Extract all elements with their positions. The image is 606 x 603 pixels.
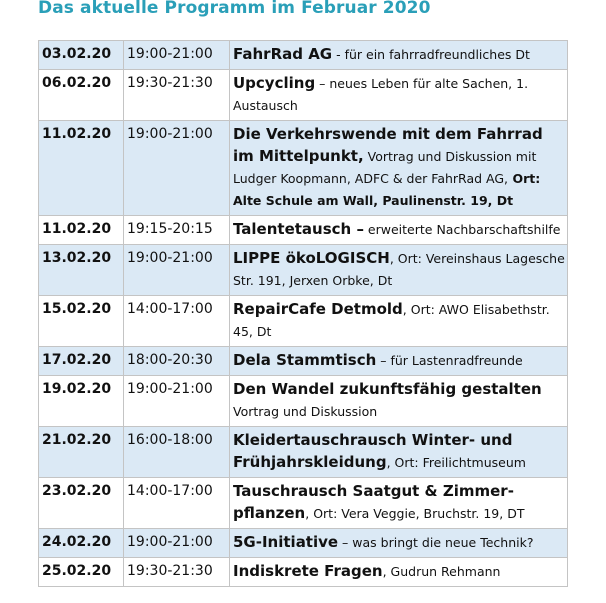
event-time: 19:00-21:00 <box>124 41 230 70</box>
event-date: 25.02.20 <box>39 558 124 587</box>
event-date: 03.02.20 <box>39 41 124 70</box>
program-row <box>39 121 568 216</box>
event-description <box>230 529 568 558</box>
event-time: 19:00-21:00 <box>124 376 230 427</box>
program-table <box>38 40 568 587</box>
program-title: Das aktuelle Programm im Februar 2020 <box>38 0 431 18</box>
event-description <box>230 245 568 296</box>
event-details: , Ort: Freilichtmuseum <box>386 455 526 470</box>
event-date: 24.02.20 <box>39 529 124 558</box>
event-description <box>230 70 568 121</box>
event-name: RepairCafe Detmold <box>233 300 403 318</box>
program-row <box>39 376 568 427</box>
event-name: Dela Stammtisch <box>233 351 377 369</box>
event-details: - für ein fahrradfreundliches Dt <box>332 47 530 62</box>
program-rows <box>39 41 568 587</box>
event-date: 17.02.20 <box>39 347 124 376</box>
event-details: , Gudrun Rehmann <box>382 564 501 579</box>
program-row <box>39 41 568 70</box>
event-time: 19:00-21:00 <box>124 121 230 216</box>
event-time: 16:00-18:00 <box>124 427 230 478</box>
event-time: 18:00-20:30 <box>124 347 230 376</box>
program-row <box>39 478 568 529</box>
event-description <box>230 216 568 245</box>
event-description <box>230 376 568 427</box>
event-time: 19:15-20:15 <box>124 216 230 245</box>
event-location: Ort: Alte Schule am Wall, Paulinenstr. 19, Dt <box>233 171 541 208</box>
event-description <box>230 296 568 347</box>
program-row <box>39 70 568 121</box>
event-description <box>230 478 568 529</box>
event-name: Indiskrete Fragen <box>233 562 383 580</box>
event-name: Tauschrausch Saatgut & Zimmer-pflanzen <box>233 482 514 522</box>
program-row <box>39 558 568 587</box>
event-name: Talentetausch – <box>233 220 364 238</box>
event-details: , Ort: Vereinshaus Lagesche Str. 191, Jerxen Orbke, Dt <box>233 251 565 288</box>
event-time: 19:00-21:00 <box>124 245 230 296</box>
event-details: – was bringt die neue Technik? <box>338 535 534 550</box>
program-row <box>39 347 568 376</box>
event-date: 06.02.20 <box>39 70 124 121</box>
event-description <box>230 121 568 216</box>
event-details: , Ort: AWO Elisabethstr. 45, Dt <box>233 302 550 339</box>
event-details: erweiterte Nachbarschaftshilfe <box>363 222 561 237</box>
event-name: FahrRad AG <box>233 45 333 63</box>
event-details: Vortrag und Diskussion mit Ludger Koopmann, ADFC & der FahrRad AG, <box>233 149 537 186</box>
program-row <box>39 529 568 558</box>
event-date: 15.02.20 <box>39 296 124 347</box>
event-time: 19:30-21:30 <box>124 558 230 587</box>
event-details: , Ort: Vera Veggie, Bruchstr. 19, DT <box>305 506 525 521</box>
event-name: Den Wandel zukunftsfähig gestalten <box>233 380 542 398</box>
event-name: Kleidertauschrausch Winter- und Frühjahrskleidung <box>233 431 513 471</box>
event-name: LIPPE ökoLOGISCH <box>233 249 390 267</box>
program-row <box>39 216 568 245</box>
program-row <box>39 245 568 296</box>
event-time: 19:00-21:00 <box>124 529 230 558</box>
event-date: 11.02.20 <box>39 121 124 216</box>
event-details: Vortrag und Diskussion <box>233 404 378 419</box>
event-date: 23.02.20 <box>39 478 124 529</box>
event-details: – für Lastenradfreunde <box>376 353 523 368</box>
event-name: Die Verkehrswende mit dem Fahrrad im Mittelpunkt, <box>233 125 543 165</box>
event-time: 14:00-17:00 <box>124 296 230 347</box>
event-time: 14:00-17:00 <box>124 478 230 529</box>
event-time: 19:30-21:30 <box>124 70 230 121</box>
event-description <box>230 347 568 376</box>
program-row <box>39 427 568 478</box>
event-description <box>230 427 568 478</box>
event-description <box>230 558 568 587</box>
event-date: 21.02.20 <box>39 427 124 478</box>
event-name: Upcycling <box>233 74 316 92</box>
event-description <box>230 41 568 70</box>
program-row <box>39 296 568 347</box>
event-date: 13.02.20 <box>39 245 124 296</box>
event-date: 11.02.20 <box>39 216 124 245</box>
event-date: 19.02.20 <box>39 376 124 427</box>
event-name: 5G-Initiative <box>233 533 339 551</box>
event-details: – neues Leben für alte Sachen, 1. Austausch <box>233 76 529 113</box>
